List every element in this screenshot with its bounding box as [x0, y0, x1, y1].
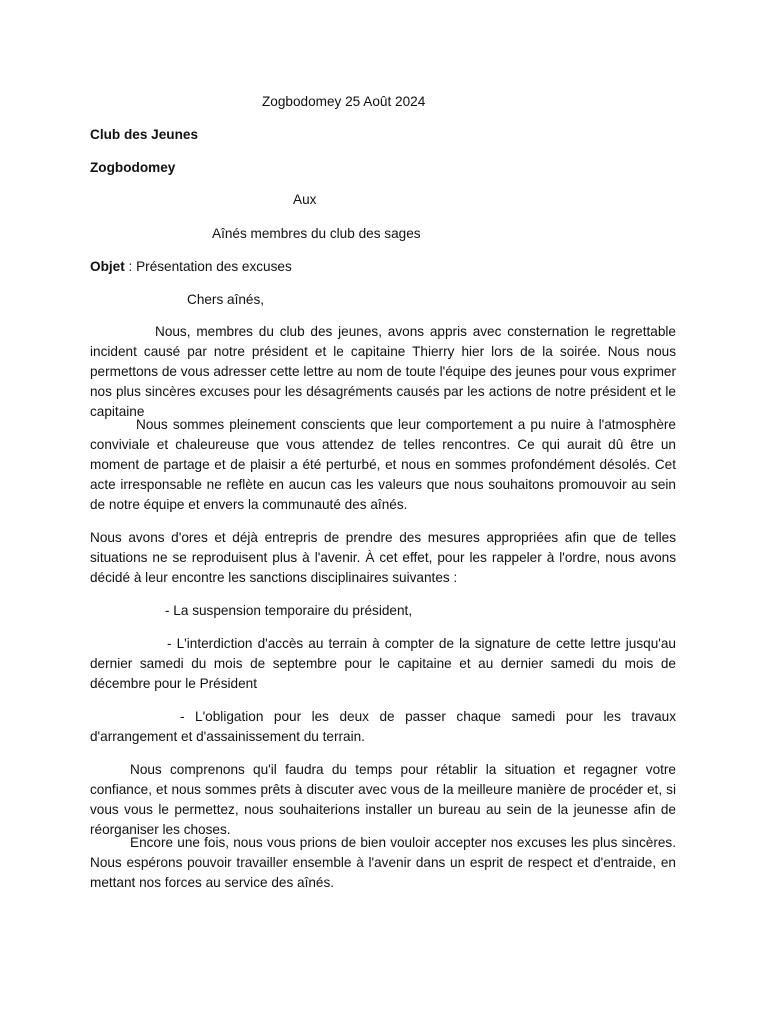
place-date: Zogbodomey 25 Août 2024: [262, 94, 426, 109]
object-text: Présentation des excuses: [136, 259, 292, 274]
salutation: Chers aînés,: [187, 292, 265, 307]
sanction-item-1: - La suspension temporaire du président,: [165, 603, 413, 618]
closing-paragraph-2: Encore une fois, nous vous prions de bien vouloir accepter nos excuses les plus sincères. Nous espérons pouvoir travailler ensemble à l'avenir dans un esprit de respect et d'entraide, en mettant nos forces au service des aînés.: [90, 835, 676, 890]
sanction-item-2: - L'interdiction d'accès au terrain à compter de la signature de cette lettre jusqu'au dernier samedi du mois de septembre pour le capitaine et au dernier samedi du mois de décembre pour le Président: [90, 636, 676, 691]
paragraph-1: Nous, membres du club des jeunes, avons appris avec consternation le regrettable incident causé par notre président et le capitaine Thierry hier lors de la soirée. Nous nous permettons de vous adresser cette lettre au nom de toute l'équipe des jeunes pour vous exprimer nos plus sincères excuses pour les désagréments causés par les actions de notre président et le capitaine: [90, 324, 676, 419]
object-line: [90, 257, 292, 277]
object-separator: :: [124, 259, 137, 274]
sender-name: Club des Jeunes: [90, 127, 199, 142]
sender-location: Zogbodomey: [90, 160, 176, 175]
recipient-prefix: Aux: [293, 192, 317, 207]
paragraph-2: Nous sommes pleinement conscients que leur comportement a pu nuire à l'atmosphère conviviale et chaleureuse que vous attendez de telles rencontres. Ce qui aurait dû être un moment de partage et de plaisir a été perturbé, et nous en sommes profondément désolés. Cet acte irresponsable ne reflète en aucun cas les valeurs que nous souhaitons promouvoir au sein de notre équipe et envers la communauté des aînés.: [90, 417, 676, 512]
sanction-item-3: - L'obligation pour les deux de passer chaque samedi pour les travaux d'arrangement et d'assainissement du terrain.: [90, 709, 676, 744]
closing-paragraph-1: Nous comprenons qu'il faudra du temps pour rétablir la situation et regagner votre confiance, et nous sommes prêts à discuter avec vous de la meilleure manière de procéder et, si vous vous le permettez, nous souhaiterions installer un bureau au sein de la jeunesse afin de réorganiser les choses.: [90, 762, 676, 837]
paragraph-3: Nous avons d'ores et déjà entrepris de prendre des mesures appropriées afin que de telles situations ne se reproduisent plus à l'avenir. À cet effet, pour les rappeler à l'ordre, nous avons décidé à leur encontre les sanctions disciplinaires suivantes :: [90, 530, 676, 585]
object-label: Objet: [90, 259, 125, 274]
recipient: Aînés membres du club des sages: [212, 226, 421, 241]
